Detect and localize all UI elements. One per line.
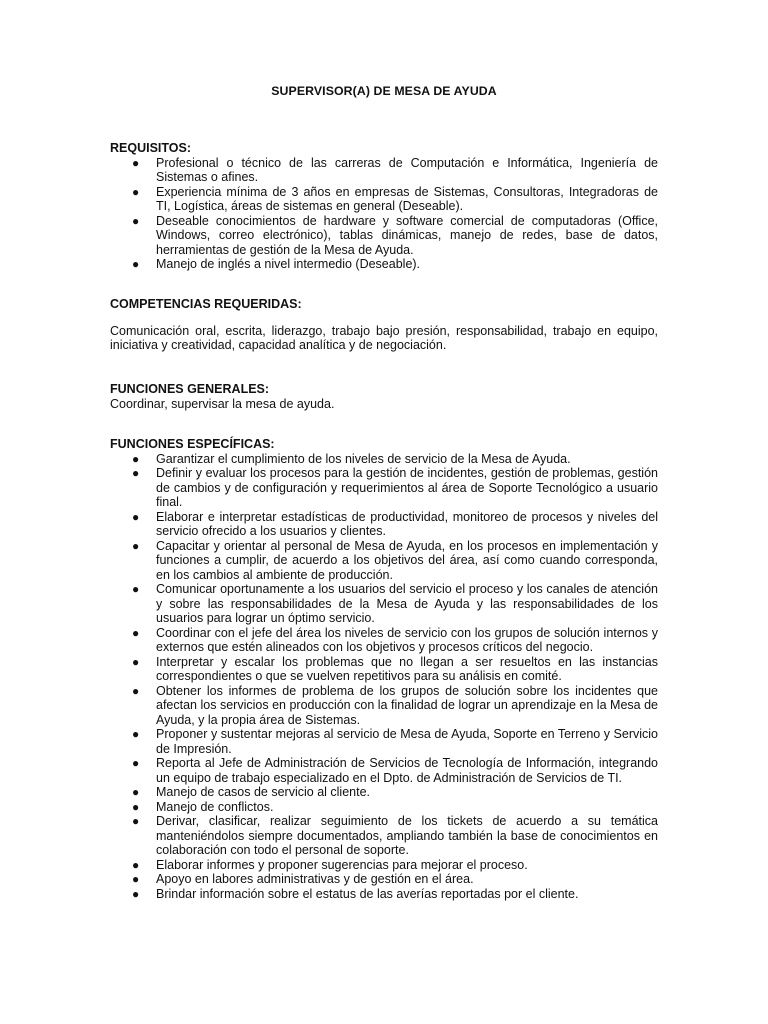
bullet-icon: ● xyxy=(132,886,140,901)
bullet-icon: ● xyxy=(132,509,140,524)
bullet-icon: ● xyxy=(132,451,140,466)
list-item: ● Elaborar informes y proponer sugerencias para mejorar el proceso. xyxy=(132,857,528,872)
list-item: ● Capacitar y orientar al personal de Mesa de Ayuda, en los procesos en implementación y funciones a cumplir, de acuerdo a los objetivos del área, así como cuando corresponda, en los cambios al ambiente de producción. xyxy=(132,538,658,582)
bullet-icon: ● xyxy=(132,582,140,596)
competencias-text: Comunicación oral, escrita, liderazgo, trabajo bajo presión, responsabilidad, trabajo en equipo, iniciativa y creatividad, capacidad analítica y de negociación. xyxy=(110,323,658,352)
bullet-icon: ● xyxy=(132,184,140,199)
bullet-icon: ● xyxy=(132,155,140,170)
list-item: ● Proponer y sustentar mejoras al servicio de Mesa de Ayuda, Soporte en Terreno y Servicio de Impresión. xyxy=(132,727,658,756)
funciones-especificas-list xyxy=(110,452,658,902)
list-item: ● Brindar información sobre el estatus de las averías reportadas por el cliente. xyxy=(132,886,579,901)
bullet-icon: ● xyxy=(132,466,140,480)
bullet-icon: ● xyxy=(132,799,140,814)
list-item: ● Reporta al Jefe de Administración de Servicios de Tecnología de Información, integrando un equipo de trabajo especializado en el Dpto. de Administración de Servicios de TI. xyxy=(132,756,658,785)
list-item: ● Obtener los informes de problema de los grupos de solución sobre los incidentes que afectan los servicios en producción con la finalidad de lograr un aprendizaje en la Mesa de Ayuda, y la propia área de Sistemas. xyxy=(132,683,658,727)
bullet-icon: ● xyxy=(132,756,140,770)
bullet-icon: ● xyxy=(132,857,140,872)
bullet-icon: ● xyxy=(132,257,140,271)
funciones-especificas-section xyxy=(110,437,658,901)
funciones-generales-text: Coordinar, supervisar la mesa de ayuda. xyxy=(110,396,335,411)
list-item: ● Definir y evaluar los procesos para la gestión de incidentes, gestión de problemas, gestión de cambios y de configuración y requerimientos al área de Soporte Tecnológico a usuario final. xyxy=(132,466,658,509)
list-item: ● Manejo de conflictos. xyxy=(132,799,274,814)
funciones-generales-section xyxy=(110,382,658,411)
bullet-icon: ● xyxy=(132,785,140,799)
requisitos-heading: REQUISITOS: xyxy=(110,141,192,155)
competencias-heading: COMPETENCIAS REQUERIDAS: xyxy=(110,297,302,311)
list-item: ● Elaborar e interpretar estadísticas de productividad, monitoreo de procesos y niveles del servicio ofrecido a los usuarios y clientes. xyxy=(132,509,658,538)
list-item: ● Manejo de casos de servicio al cliente. xyxy=(132,785,371,799)
list-item: ● Experiencia mínima de 3 años en empresas de Sistemas, Consultoras, Integradoras de TI, Logística, áreas de sistemas en general (Deseable). xyxy=(132,184,658,213)
funciones-generales-heading: FUNCIONES GENERALES: xyxy=(110,382,270,396)
list-item: ● Apoyo en labores administrativas y de gestión en el área. xyxy=(132,872,474,886)
list-item: ● Coordinar con el jefe del área los niveles de servicio con los grupos de solución internos y externos que estén alineados con los objetivos y procesos críticos del negocio. xyxy=(132,625,658,654)
list-item: ● Comunicar oportunamente a los usuarios del servicio el proceso y los canales de atención y sobre las responsabilidades de la Mesa de Ayuda y las responsabilidades de los usuarios para lograr un óptimo servicio. xyxy=(132,582,658,625)
bullet-icon: ● xyxy=(132,538,140,553)
bullet-icon: ● xyxy=(132,625,140,640)
bullet-icon: ● xyxy=(132,213,140,228)
list-item: ● Manejo de inglés a nivel intermedio (Deseable). xyxy=(132,257,421,271)
list-item: ● Deseable conocimientos de hardware y software comercial de computadoras (Office, Windows, correo electrónico), tablas dinámicas, manejo de redes, base de datos, herramientas de gestión de la Mesa de Ayuda. xyxy=(132,213,658,257)
bullet-icon: ● xyxy=(132,654,140,669)
funciones-especificas-heading: FUNCIONES ESPECÍFICAS: xyxy=(110,437,275,451)
document-title: SUPERVISOR(A) DE MESA DE AYUDA xyxy=(271,84,497,98)
bullet-icon: ● xyxy=(132,727,140,741)
requisitos-section xyxy=(110,141,658,272)
list-item: ● Derivar, clasificar, realizar seguimiento de los tickets de acuerdo a su temática manteniéndolos siempre documentados, ampliando también la base de conocimientos en colaboración con todo el personal de soporte. xyxy=(132,814,658,857)
competencias-section xyxy=(110,297,658,353)
bullet-icon: ● xyxy=(132,872,140,886)
bullet-icon: ● xyxy=(132,683,140,698)
requisitos-list xyxy=(110,156,658,272)
bullet-icon: ● xyxy=(132,814,140,828)
list-item: ● Garantizar el cumplimiento de los niveles de servicio de la Mesa de Ayuda. xyxy=(132,451,571,466)
list-item: ● Interpretar y escalar los problemas que no llegan a ser resueltos en las instancias correspondientes o que se vuelven repetitivos para su análisis en comité. xyxy=(132,654,658,683)
list-item: ● Profesional o técnico de las carreras de Computación e Informática, Ingeniería de Sistemas o afines. xyxy=(132,155,658,184)
